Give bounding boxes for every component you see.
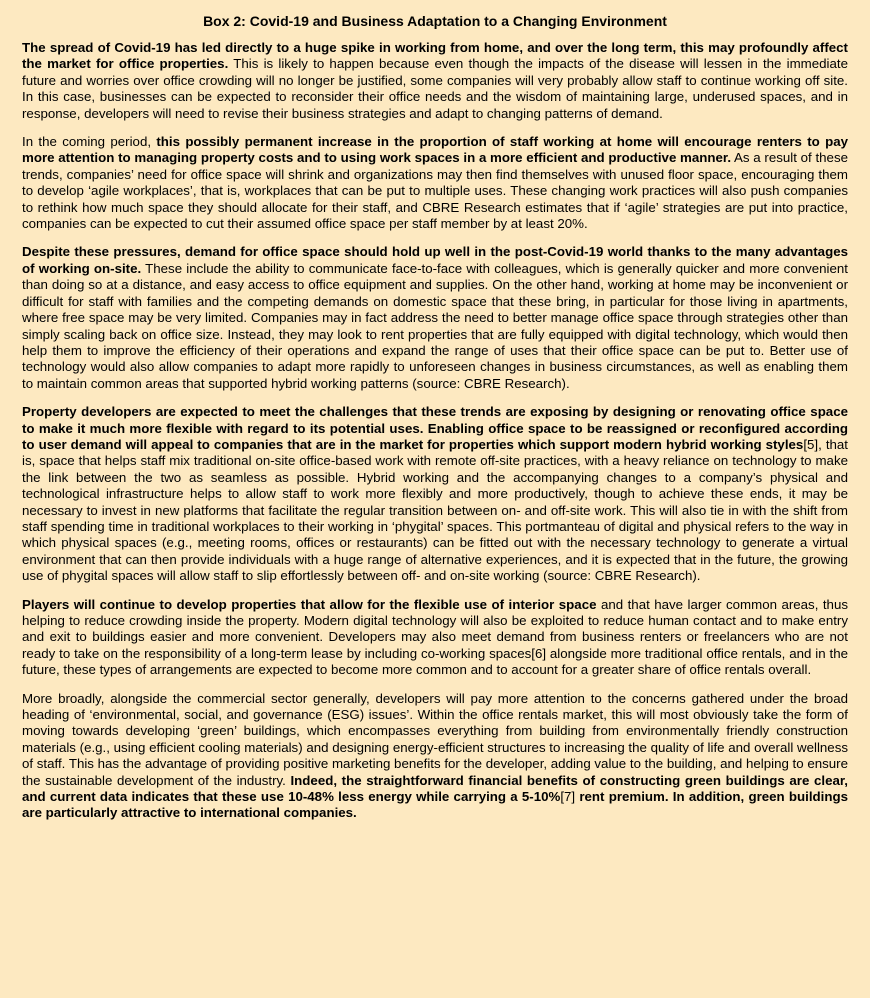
box-body (22, 40, 848, 822)
text-run: More broadly, alongside the commercial sector generally, developers will pay more attention to the concerns gathered under the broad heading of ‘environmental, social, and governance (ESG) issues’. Within the office rentals market, this will most obviously take the form of moving towards developing ‘green’ buildings, which encompasses everything from building from environmentally friendly construction materials (e.g., using efficient cooling materials) and designing energy-efficient structures to increasing the quality of life and overall wellness of staff. This has the advantage of providing positive marketing benefits for the developer, adding value to the building, and helping to ensure the sustainable development of the industry. (22, 690, 848, 788)
bold-text-run: Indeed, the straightforward financial benefits of constructing green buildings are clear, and current data indicates that these use 10-48% less energy while carrying a 5-10% (22, 772, 848, 805)
text-run: These include the ability to communicate face-to-face with colleagues, which is generally quicker and more convenient than doing so at a distance, and easy access to office equipment and supplies. On the other hand, working at home may be inconvenient or difficult for staff with families and the competing demands on domestic space that these bring, in particular for those living in apartments, where free space may be very limited. Companies may in fact address the need to better manage office space through strategies other than simply scaling back on office size. Instead, they may look to rent properties that are fully equipped with digital technology, which would then help them to improve the efficiency of their operations and expand the range of uses that their office space can be put to. Better use of technology would also allow companies to adapt more rapidly to unforeseen changes in business circumstances, as well as enabling them to maintain common areas that supported hybrid working patterns (source: CBRE Research). (22, 260, 848, 391)
paragraph-6 (22, 691, 848, 822)
text-run: This is likely to happen because even though the impacts of the disease will lessen in the immediate future and worries over office crowding will no longer be justified, some companies will very probably allow staff to continue working off site. In this case, businesses can be expected to reconsider their office needs and the wisdom of maintaining large, underused spaces, and in response, developers will need to revise their business strategies and adapt to changing patterns of demand. (22, 56, 848, 121)
bold-text-run: The spread of Covid-19 has led directly to a huge spike in working from home, and over the long term, this may profoundly affect the market for office properties. (22, 40, 848, 72)
paragraph-3 (22, 244, 848, 392)
box-container (22, 12, 848, 822)
bold-text-run: Despite these pressures, demand for office space should hold up well in the post-Covid-19 world thanks to the many advantages of working on-site. (22, 244, 848, 276)
text-run: As a result of these trends, companies’ need for office space will shrink and organizations may then find themselves with unused floor space, encouraging them to develop ‘agile workplaces’, that is, workplaces that can be put to multiple uses. These changing work practices will also push companies to rethink how much space they should allocate for their staff, and CBRE Research estimates that if ‘agile’ strategies are put into practice, companies can be expected to cut their assumed office space per staff member by at least 20%. (22, 150, 848, 232)
paragraph-2 (22, 134, 848, 232)
paragraph-5 (22, 597, 848, 679)
bold-text-run: Players will continue to develop properties that allow for the flexible use of interior space (22, 596, 597, 612)
bold-text-run: rent premium. In addition, green buildings are particularly attractive to international companies. (22, 789, 848, 821)
paragraph-1 (22, 40, 848, 122)
paragraph-4 (22, 404, 848, 584)
box-title: Box 2: Covid-19 and Business Adaptation to a Changing Environment (203, 13, 667, 29)
text-run: and that have larger common areas, thus helping to reduce crowding inside the property. Modern digital technology will also be exploited to reduce human contact and to make entry and exit to buildings easier and more convenient. Developers may also meet demand from business renters or freelancers who are not ready to take on the responsibility of a long-term lease by including co-working spaces[6] alongside more traditional office rentals, and in the future, these types of arrangements are expected to become more common and to account for a greater share of office rentals overall. (22, 596, 848, 678)
text-run: [7] (560, 789, 576, 805)
bold-text-run: this possibly permanent increase in the proportion of staff working at home will encourage renters to pay more attention to managing property costs and to using work spaces in a more efficient and productive manner. (22, 134, 848, 166)
text-run: In the coming period, (22, 134, 157, 150)
bold-text-run: Property developers are expected to meet the challenges that these trends are exposing by designing or renovating office space to make it much more flexible with regard to its potential uses. Enabling office space to be reassigned or reconfigured according to user demand will appeal to companies that are in the market for properties which support modern hybrid working styles (22, 404, 848, 452)
text-run: [5], that is, space that helps staff mix traditional on-site office-based work with remote off-site practices, with a heavy reliance on technology to make the link between the two as seamless as possible. Hybrid working and the accompanying changes to a company’s physical and technological infrastructure helps to allow staff to work more flexibly and more productively, though to achieve these ends, it may be necessary to invest in new platforms that facilitate the regular transition between on- and off-site work. This will also tie in with the shift from staff spending time in traditional workplaces to their working in ‘phygital’ spaces. This portmanteau of digital and physical refers to the way in which physical spaces (e.g., meeting rooms, offices or restaurants) can be fitted out with the necessary technology to generate a virtual environment that can then provide individuals with a huge range of alternative experiences, and it is expected that in the future, the growing use of phygital spaces will allow staff to slip effortlessly between off- and on-site working (source: CBRE Research). (22, 436, 848, 584)
